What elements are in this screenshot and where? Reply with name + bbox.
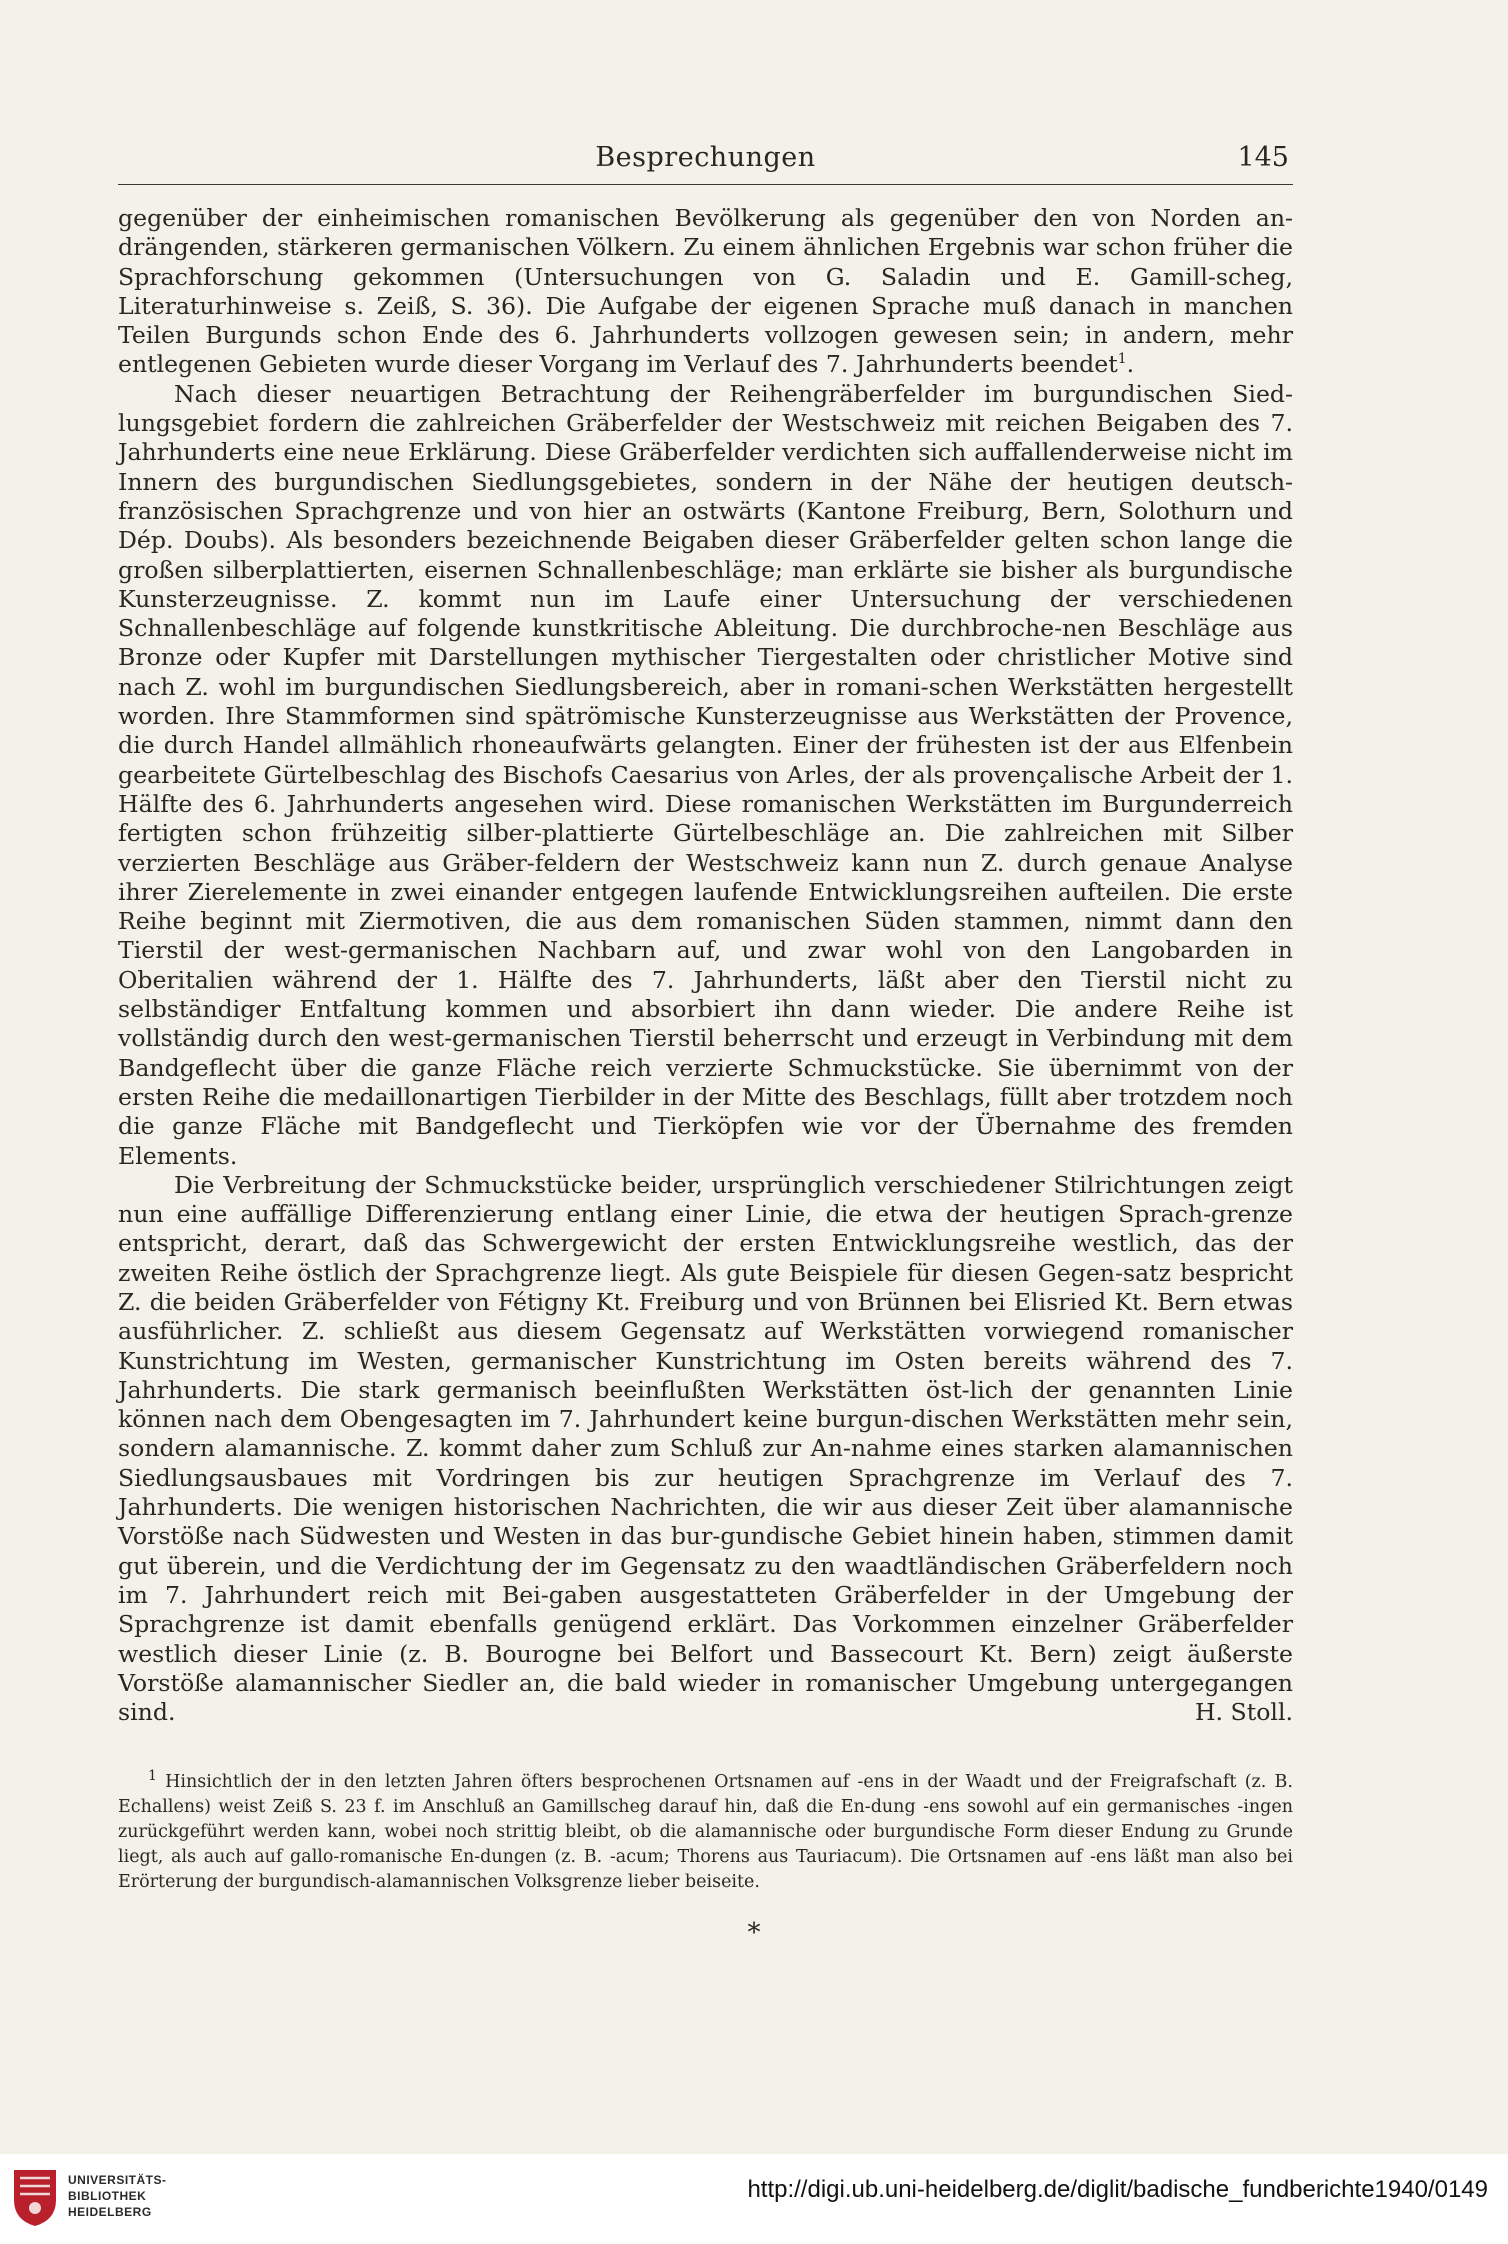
footnote-reference[interactable]: 1 xyxy=(1117,351,1127,368)
footnote xyxy=(118,1770,1293,1895)
paragraph: gegenüber der einheimischen romanischen Bevölkerung als gegenüber den von Norden an-drängenden, stärkeren germanischen Völkern. Zu einem ähnlichen Ergebnis war schon früher die Sprachforschung gekommen (Untersuchungen von G. Saladin und E. Gamill-scheg, Literaturhinweise s. Zeiß, S. 36). Die Aufgabe der eigenen Sprache muß danach in manchen Teilen Burgunds schon Ende des 6. Jahrhunderts vollzogen gewesen sein; in andern, mehr entlegenen Gebieten wurde dieser Vorgang im Verlauf des 7. Jahrhunderts beendet$^1$. xyxy=(118,204,1293,379)
paragraph xyxy=(118,1171,1293,1728)
footnote-paragraph xyxy=(118,1770,1293,1895)
source-url-link[interactable]: http://digi.ub.uni-heidelberg.de/diglit/badische_fundberichte1940/0149 xyxy=(747,2176,1488,2203)
library-name-line: UNIVERSITÄTS- xyxy=(68,2173,167,2187)
section-separator: * xyxy=(747,1918,761,1948)
footnote-text: Hinsichtlich der in den letzten Jahren öfters besprochenen Ortsnamen auf -ens in der Waadt und der Freigrafschaft (z. B. Echallens) weist Zeiß S. 23 f. im Anschluß an Gamillscheg darauf hin, daß die En-dung -ens sowohl auf ein germanisches -ingen zurückgeführt werden kann, wobei noch strittig bleibt, ob die alamannische oder burgundische Form dieser Endung zu Grunde liegt, als auch auf gallo-romanische En-dungen (z. B. -acum; Thorens aus Tauriacum). Die Ortsnamen auf -ens läßt man also bei Erörterung der burgundisch-alamannischen Volksgrenze lieber beiseite. xyxy=(118,1772,1293,1892)
page-title: Besprechungen xyxy=(595,142,816,173)
paragraph-text: gegenüber der einheimischen romanischen Bevölkerung als gegenüber den von Norden an-drängenden, stärkeren germanischen Völkern. Zu einem ähnlichen Ergebnis war schon früher die Sprachforschung gekommen (Untersuchungen von G. Saladin und E. Gamill-scheg, Literaturhinweise s. Zeiß, S. 36). Die Aufgabe der eigenen Sprache muß danach in manchen Teilen Burgunds schon Ende des 6. Jahrhunderts vollzogen gewesen sein; in andern, mehr entlegenen Gebieten wurde dieser Vorgang im Verlauf des 7. Jahrhunderts beendet xyxy=(118,204,1293,379)
footnote-number: 1 xyxy=(148,1768,157,1785)
paragraph: Nach dieser neuartigen Betrachtung der Reihengräberfelder im burgundischen Sied-lungsgebiet fordern die zahlreichen Gräberfelder der Westschweiz mit reichen Beigaben des 7. Jahrhunderts eine neue Erklärung. Diese Gräberfelder verdichten sich auffallenderweise nicht im Innern des burgundischen Siedlungsgebietes, sondern in der Nähe der heutigen deutsch-französischen Sprachgrenze und von hier an ostwärts (Kantone Freiburg, Bern, Solothurn und Dép. Doubs). Als besonders bezeichnende Beigaben dieser Gräberfelder gelten schon lange die großen silberplattierten, eisernen Schnallenbeschläge; man erklärte sie bisher als burgundische Kunsterzeugnisse. Z. kommt nun im Laufe einer Untersuchung der verschiedenen Schnallenbeschläge auf folgende kunstkritische Ableitung. Die durchbroche-nen Beschläge aus Bronze oder Kupfer mit Darstellungen mythischer Tiergestalten oder christlicher Motive sind nach Z. wohl im burgundischen Siedlungsbereich, aber in romani-schen Werkstätten hergestellt worden. Ihre Stammformen sind spätrömische Kunsterzeugnisse aus Werkstätten der Provence, die durch Handel allmählich rhoneaufwärts gelangten. Einer der frühesten ist der aus Elfenbein gearbeitete Gürtelbeschlag des Bischofs Caesarius von Arles, der als provençalische Arbeit der 1. Hälfte des 6. Jahrhunderts angesehen wird. Diese romanischen Werkstätten im Burgunderreich fertigten schon frühzeitig silber-plattierte Gürtelbeschläge an. Die zahlreichen mit Silber verzierten Beschläge aus Gräber-feldern der Westschweiz kann nun Z. durch genaue Analyse ihrer Zierelemente in zwei einander entgegen laufende Entwicklungsreihen aufteilen. Die erste Reihe beginnt mit Ziermotiven, die aus dem romanischen Süden stammen, nimmt dann den Tierstil der west-germanischen Nachbarn auf, und zwar wohl von den Langobarden in Oberitalien während der 1. Hälfte des 7. Jahrhunderts, läßt aber den Tierstil nicht zu selbständiger Entfaltung kommen und absorbiert ihn dann wieder. Die andere Reihe ist vollständig durch den west-germanischen Tierstil beherrscht und erzeugt in Verbindung mit dem Bandgeflecht über die ganze Fläche reich verzierte Schmuckstücke. Sie übernimmt von der ersten Reihe die medaillonartigen Tierbilder in der Mitte des Beschlags, füllt aber trotzdem noch die ganze Fläche mit Bandgeflecht und Tierköpfen wie vor der Übernahme des fremden Elements. xyxy=(118,379,1293,1170)
library-name xyxy=(68,2172,167,2220)
library-seal-icon xyxy=(10,2166,60,2228)
library-name-line: BIBLIOTHEK xyxy=(68,2189,147,2203)
author-signature: H. Stoll. xyxy=(1194,1698,1293,1727)
running-header xyxy=(118,140,1293,185)
paragraph-text: Die Verbreitung der Schmuckstücke beider, ursprünglich verschiedener Stilrichtungen zeigt nun eine auffällige Differenzierung entlang einer Linie, die etwa der heutigen Sprach-grenze entspricht, derart, daß das Schwergewicht der ersten Entwicklungsreihe westlich, das der zweiten Reihe östlich der Sprachgrenze liegt. Als gute Beispiele für diesen Gegen-satz bespricht Z. die beiden Gräberfelder von Fétigny Kt. Freiburg und von Brünnen bei Elisried Kt. Bern etwas ausführlicher. Z. schließt aus diesem Gegensatz auf Werkstätten vorwiegend romanischer Kunstrichtung im Westen, germanischer Kunstrichtung im Osten bereits während des 7. Jahrhunderts. Die stark germanisch beeinflußten Werkstätten öst-lich der genannten Linie können nach dem Obengesagten im 7. Jahrhundert keine burgun-dischen Werkstätten mehr sein, sondern alamannische. Z. kommt daher zum Schluß zur An-nahme eines starken alamannischen Siedlungsausbaues mit Vordringen bis zur heutigen Sprachgrenze im Verlauf des 7. Jahrhunderts. Die wenigen historischen Nachrichten, die wir aus dieser Zeit über alamannische Vorstöße nach Südwesten und Westen in das bur-gundische Gebiet hinein haben, stimmen damit gut überein, und die Verdichtung der im Gegensatz zu den waadtländischen Gräberfeldern noch im 7. Jahrhundert reich mit Bei-gaben ausgestatteten Gräberfelder in der Umgebung der Sprachgrenze ist damit ebenfalls genügend erklärt. Das Vorkommen einzelner Gräberfelder westlich dieser Linie (z. B. Bourogne bei Belfort und Bassecourt Kt. Bern) zeigt äußerste Vorstöße alamannischer Siedler an, die bald wieder in romanischer Umgebung untergegangen sind. xyxy=(118,1170,1293,1727)
library-name-line: HEIDELBERG xyxy=(68,2205,152,2219)
page-number: 145 xyxy=(1237,142,1289,173)
library-logo[interactable] xyxy=(10,2166,210,2232)
article-body xyxy=(118,204,1293,1727)
